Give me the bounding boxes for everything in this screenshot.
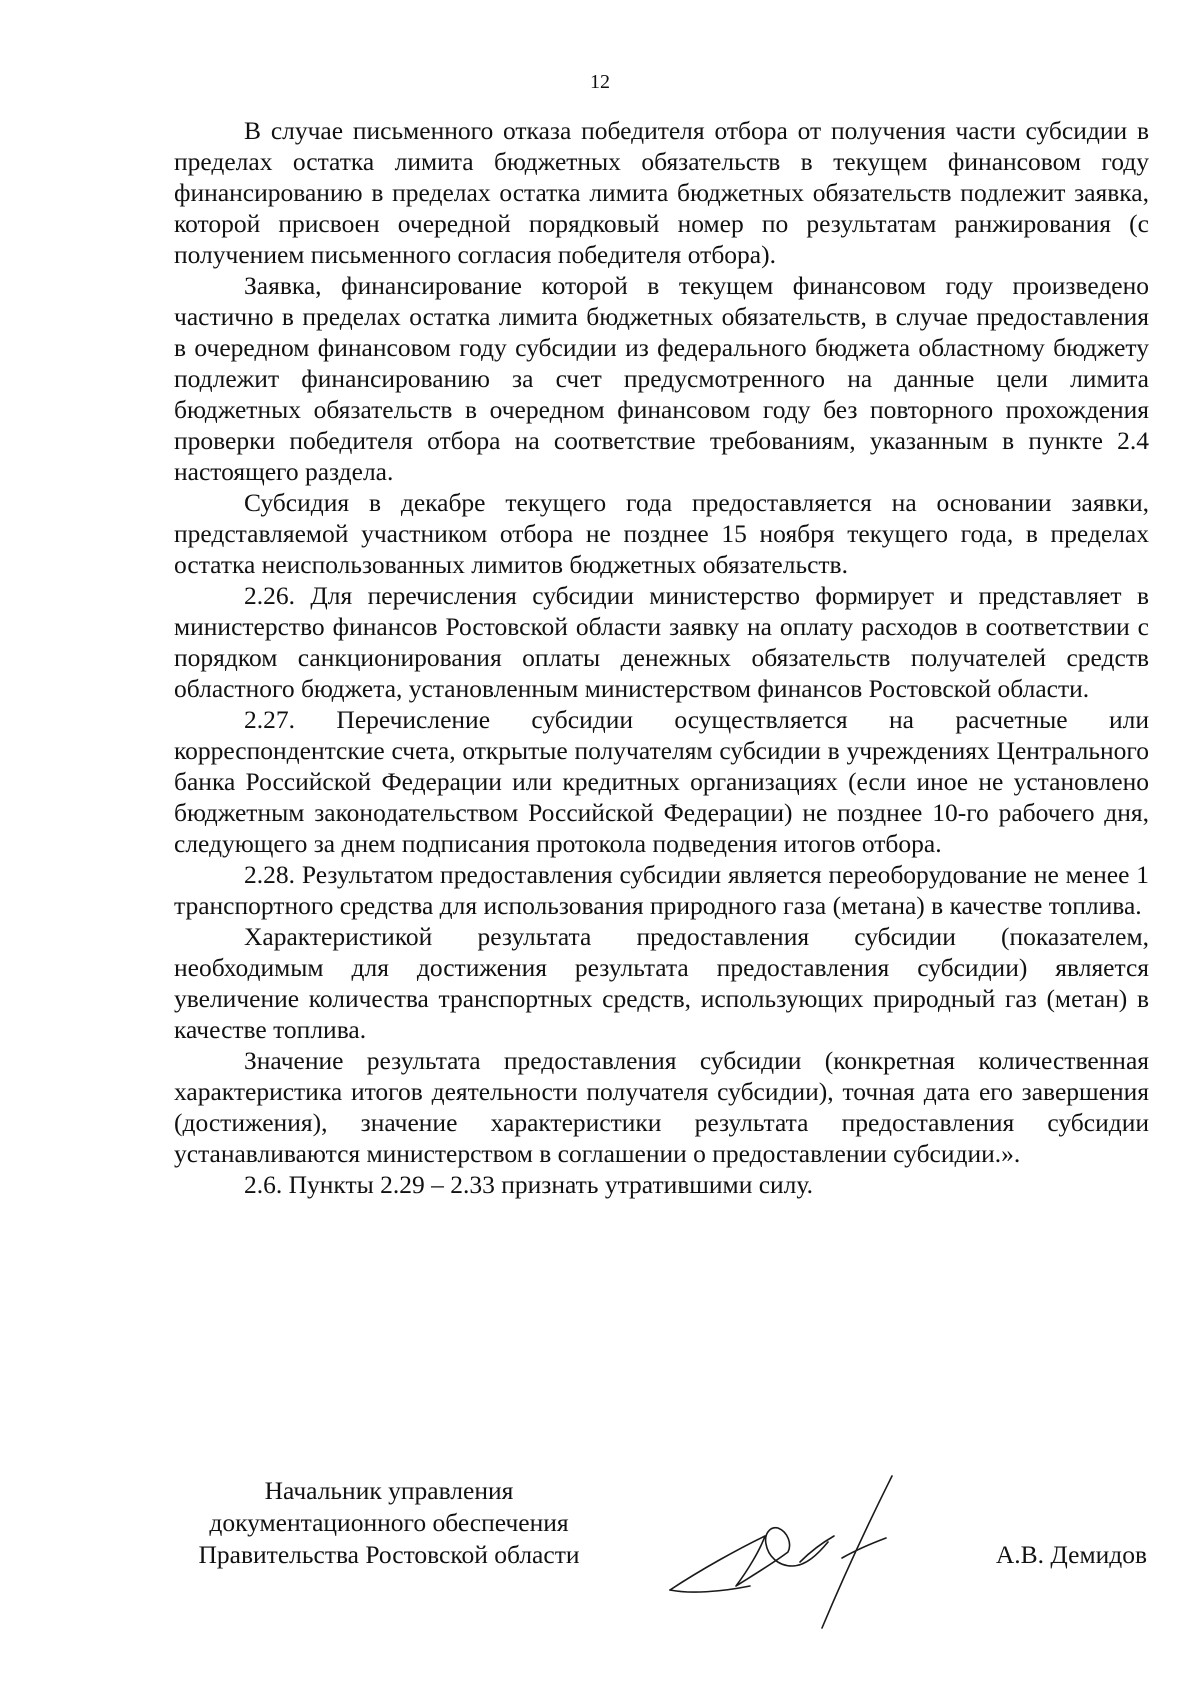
position-line-2: документационного обеспечения: [209, 1508, 569, 1537]
paragraph-result-characteristic: Характеристикой результата предоставления субсидии (показателем, необходимым для достижения результата предоставления субсидии) является увеличение количества транспортных средств, использующих природный газ (метан) в качестве топлива.: [174, 922, 1149, 1044]
handwritten-signature: [660, 1470, 940, 1630]
signatory-name: А.В. Демидов: [995, 1540, 1147, 1569]
signatory-position: [174, 1475, 604, 1571]
position-line-3: Правительства Ростовской области: [198, 1540, 580, 1569]
paragraph-refusal: В случае письменного отказа победителя отбора от получения части субсидии в пределах остатка лимита бюджетных обязательств в текущем финансовом году финансированию в пределах остатка лимита бюджетных обязательств подлежит заявка, которой присвоен очередной порядковый номер по результатам ранжирования (с получением письменного согласия победителя отбора).: [174, 116, 1149, 269]
paragraph-2-28: 2.28. Результатом предоставления субсидии является переоборудование не менее 1 транспортного средства для использования природного газа (метана) в качестве топлива.: [174, 860, 1149, 920]
paragraph-2-27: 2.27. Перечисление субсидии осуществляется на расчетные или корреспондентские счета, открытые получателям субсидии в учреждениях Центрального банка Российской Федерации или кредитных организациях (если иное не установлено бюджетным законодательством Российской Федерации) не позднее 10-го рабочего дня, следующего за днем подписания протокола подведения итогов отбора.: [174, 705, 1149, 858]
paragraph-partial-financing: Заявка, финансирование которой в текущем финансовом году произведено частично в пределах остатка лимита бюджетных обязательств, в случае предоставления в очередном финансовом году субсидии из федерального бюджета областному бюджету подлежит финансированию за счет предусмотренного на данные цели лимита бюджетных обязательств в очередном финансовом году без повторного прохождения проверки победителя отбора на соответствие требованиям, указанным в пункте 2.4 настоящего раздела.: [174, 271, 1149, 486]
paragraph-december-subsidy: Субсидия в декабре текущего года предоставляется на основании заявки, представляемой участником отбора не позднее 15 ноября текущего года, в пределах остатка неиспользованных лимитов бюджетных обязательств.: [174, 488, 1149, 579]
page-number: 12: [590, 71, 610, 93]
paragraph-2-6: 2.6. Пункты 2.29 – 2.33 признать утратившими силу.: [244, 1170, 813, 1199]
position-line-1: Начальник управления: [264, 1476, 514, 1505]
paragraph-result-value: Значение результата предоставления субсидии (конкретная количественная характеристика итогов деятельности получателя субсидии), точная дата его завершения (достижения), значение характеристики результата предоставления субсидии устанавливаются министерством в соглашении о предоставлении субсидии.».: [174, 1046, 1149, 1168]
document-body: [174, 115, 1149, 1200]
paragraph-2-26: 2.26. Для перечисления субсидии министерство формирует и представляет в министерство финансов Ростовской области заявку на оплату расходов в соответствии с порядком санкционирования оплаты денежных обязательств получателей средств областного бюджета, установленным министерством финансов Ростовской области.: [174, 581, 1149, 703]
